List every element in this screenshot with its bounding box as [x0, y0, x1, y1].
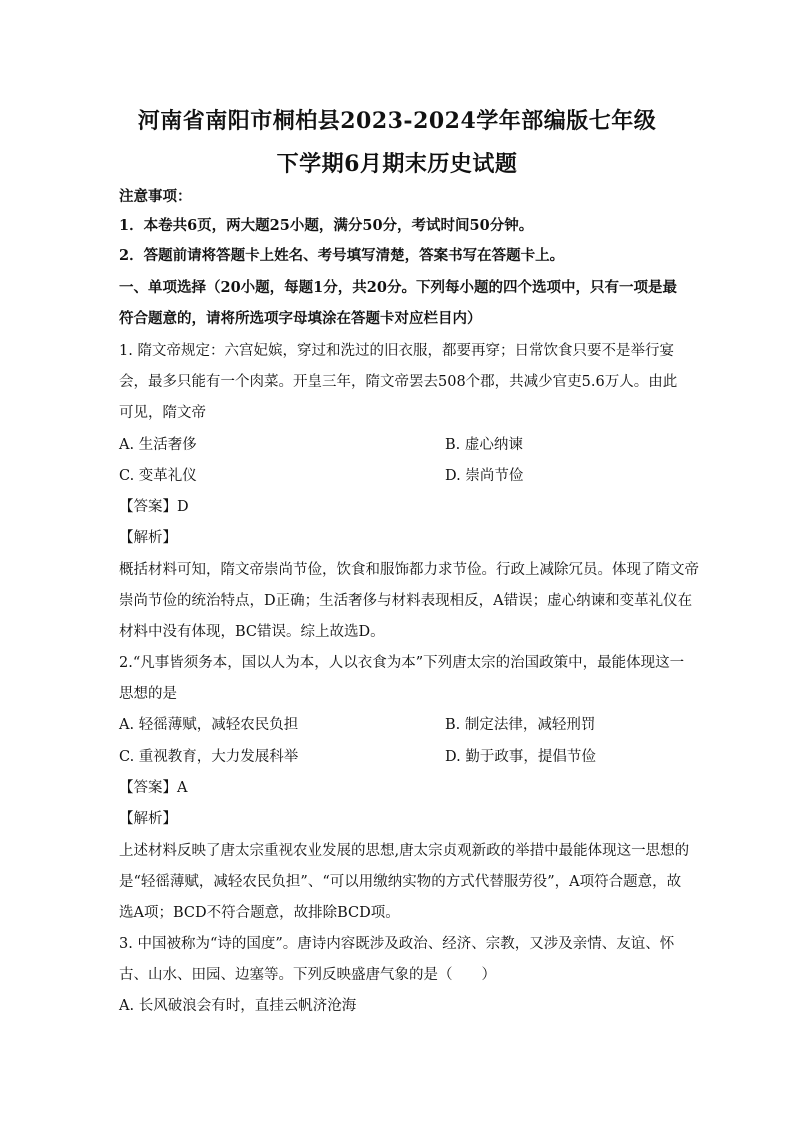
question-2-analysis-line-2: 是“轻徭薄赋，减轻农民负担”、“可以用缴纳实物的方式代替服劳役”，A项符合题意，故 [119, 874, 682, 890]
question-1-option-a: A. 生活奢侈 [119, 437, 197, 453]
question-1-stem-line-3: 可见，隋文帝 [119, 405, 206, 421]
question-2-option-c: C. 重视教育，大力发展科举 [119, 749, 299, 765]
question-2-option-d: D. 勤于政事，提倡节俭 [445, 749, 596, 765]
notice-item-2: 2．答题前请将答题卡上姓名、考号填写清楚，答案书写在答题卡上。 [119, 247, 565, 264]
question-3-stem-line-1: 3. 中国被称为“诗的国度”。唐诗内容既涉及政治、经济、宗教，又涉及亲情、友谊、怀 [119, 936, 675, 952]
question-2-option-b: B. 制定法律，减轻刑罚 [445, 717, 596, 733]
question-1-analysis-line-2: 崇尚节俭的统治特点，D正确；生活奢侈与材料表现相反，A错误；虚心纳谏和变革礼仪在 [119, 593, 693, 609]
question-2-analysis-label: 【解析】 [119, 811, 177, 827]
question-3-stem-line-2: 古、山水、田园、边塞等。下列反映盛唐气象的是（ ） [119, 967, 496, 983]
doc-title-line-2: 下学期6月期末历史试题 [276, 151, 518, 177]
question-2-answer: 【答案】A [119, 780, 188, 796]
question-2-option-a: A. 轻徭薄赋，减轻农民负担 [119, 717, 299, 733]
notice-item-1: 1．本卷共6页，两大题25小题，满分50分，考试时间50分钟。 [119, 217, 534, 234]
question-2-stem-line-1: 2.“凡事皆须务本，国以人为本，人以衣食为本”下列唐太宗的治国政策中，最能体现这一 [119, 655, 685, 671]
notice-heading: 注意事项： [119, 188, 192, 205]
question-2-analysis-line-3: 选A项；BCD不符合题意，故排除BCD项。 [119, 905, 400, 921]
question-3-option-a: A. 长风破浪会有时，直挂云帆济沧海 [119, 998, 357, 1014]
section-heading-line-1: 一、单项选择（20小题，每题1分，共20分。下列每小题的四个选项中，只有一项是最 [119, 279, 677, 296]
question-1-stem-line-2: 会，最多只能有一个肉菜。开皇三年，隋文帝罢去508个郡，共减少官吏5.6万人。由此 [119, 374, 678, 390]
question-1-analysis-line-1: 概括材料可知，隋文帝崇尚节俭，饮食和服饰都力求节俭。行政上减除冗员。体现了隋文帝 [119, 562, 699, 578]
question-2-analysis-line-1: 上述材料反映了唐太宗重视农业发展的思想,唐太宗贞观新政的举措中最能体现这一思想的 [119, 843, 690, 859]
doc-title-line-1: 河南省南阳市桐柏县2023-2024学年部编版七年级 [137, 108, 657, 134]
question-1-analysis-line-3: 材料中没有体现，BC错误。综上故选D。 [119, 624, 385, 640]
question-1-analysis-label: 【解析】 [119, 530, 177, 546]
question-1-option-b: B. 虚心纳谏 [445, 437, 523, 453]
section-heading-line-2: 符合题意的，请将所选项字母填涂在答题卡对应栏目内） [119, 310, 482, 327]
question-1-option-c: C. 变革礼仪 [119, 468, 197, 484]
question-1-stem-line-1: 1. 隋文帝规定：六宫妃嫔，穿过和洗过的旧衣服，都要再穿；日常饮食只要不是举行宴 [119, 343, 674, 359]
question-1-answer: 【答案】D [119, 499, 189, 515]
question-1-option-d: D. 崇尚节俭 [445, 468, 524, 484]
question-2-stem-line-2: 思想的是 [119, 686, 177, 702]
